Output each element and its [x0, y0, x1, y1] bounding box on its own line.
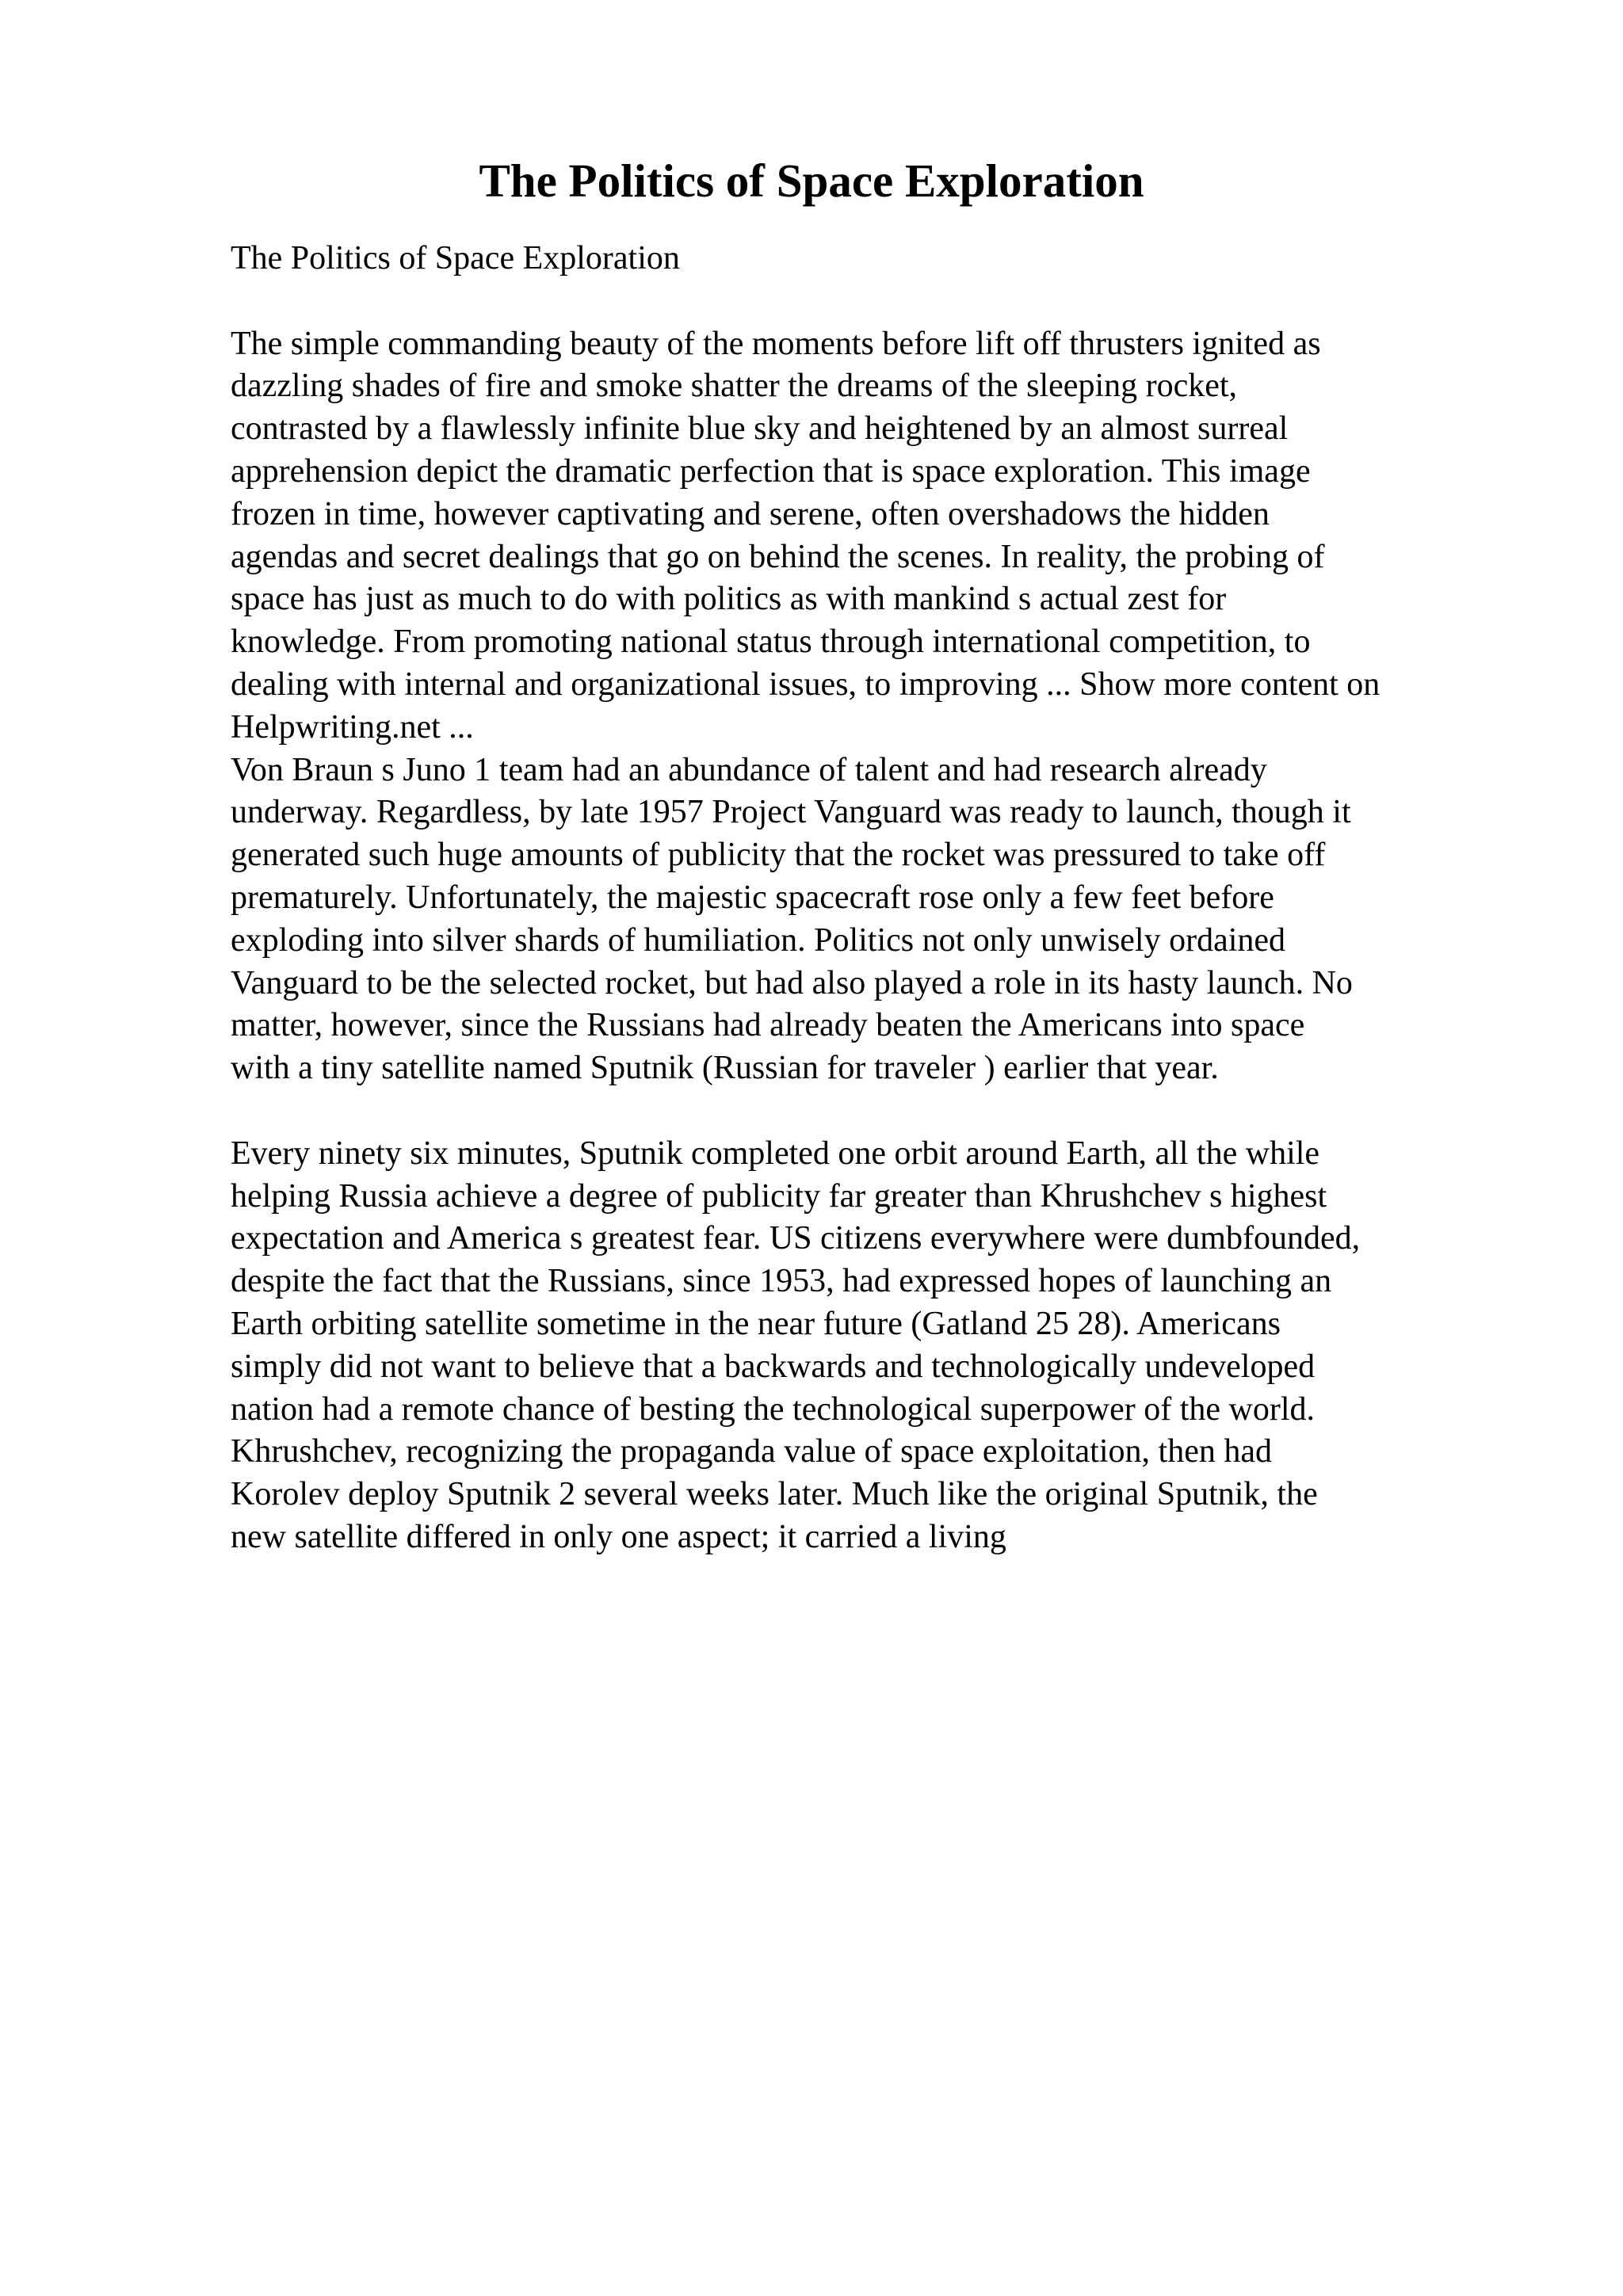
paragraph-line: knowledge. From promoting national status through international competition, to [231, 624, 1311, 661]
paragraph-line: dealing with internal and organizational issues, to improving ... Show more content on [231, 666, 1381, 703]
paragraph-line: generated such huge amounts of publicity that the rocket was pressured to take off [231, 837, 1326, 874]
paragraph-line: The simple commanding beauty of the moments before lift off thrusters ignited as [231, 325, 1321, 362]
paragraph-line: Korolev deploy Sputnik 2 several weeks later. Much like the original Sputnik, the [231, 1476, 1318, 1513]
paragraph-line: Khrushchev, recognizing the propaganda value of space exploitation, then had [231, 1433, 1272, 1470]
paragraph-line: Helpwriting.net ... [231, 708, 474, 746]
document-body [231, 238, 1530, 1559]
paragraph-1 [231, 323, 1530, 749]
paragraph-line: apprehension depict the dramatic perfection that is space exploration. This image [231, 452, 1311, 490]
paragraph-line: Earth orbiting satellite sometime in the near future (Gatland 25 28). Americans [231, 1305, 1281, 1342]
paragraph-line: with a tiny satellite named Sputnik (Russian for traveler ) earlier that year. [231, 1050, 1219, 1087]
paragraph-line: nation had a remote chance of besting the technological superpower of the world. [231, 1390, 1316, 1428]
paragraph-line: prematurely. Unfortunately, the majestic spacecraft rose only a few feet before [231, 879, 1274, 916]
paragraph-line: matter, however, since the Russians had already beaten the Americans into space [231, 1007, 1305, 1044]
paragraph-line: frozen in time, however captivating and serene, often overshadows the hidden [231, 495, 1270, 532]
paragraph-line: expectation and America s greatest fear. US citizens everywhere were dumbfounded, [231, 1220, 1361, 1257]
paragraph-line: agendas and secret dealings that go on behind the scenes. In reality, the probing of [231, 538, 1325, 575]
document-subtitle: The Politics of Space Exploration [231, 240, 680, 277]
paragraph-2 [231, 749, 1530, 1090]
paragraph-line: underway. Regardless, by late 1957 Project Vanguard was ready to launch, though it [231, 794, 1351, 831]
paragraph-line: Every ninety six minutes, Sputnik completed one orbit around Earth, all the while [231, 1135, 1320, 1172]
paragraph-line: Vanguard to be the selected rocket, but had also played a role in its hasty launch. No [231, 964, 1353, 1001]
paragraph-line: new satellite differed in only one aspect; it carried a living [231, 1518, 1006, 1555]
paragraph-3 [231, 1133, 1530, 1559]
paragraph-line: contrasted by a flawlessly infinite blue sky and heightened by an almost surreal [231, 410, 1289, 448]
paragraph-line: despite the fact that the Russians, since 1953, had expressed hopes of launching an [231, 1263, 1332, 1300]
document-title: The Politics of Space Exploration [479, 154, 1144, 207]
paragraph-line: dazzling shades of fire and smoke shatter the dreams of the sleeping rocket, [231, 368, 1238, 405]
paragraph-line: helping Russia achieve a degree of publicity far greater than Khrushchev s highest [231, 1177, 1327, 1215]
paragraph-line: space has just as much to do with politics as with mankind s actual zest for [231, 581, 1227, 618]
paragraph-line: Von Braun s Juno 1 team had an abundance of talent and had research already [231, 751, 1267, 788]
paragraph-line: exploding into silver shards of humiliation. Politics not only unwisely ordained [231, 921, 1286, 959]
paragraph-spacer [231, 280, 1530, 323]
paragraph-spacer [231, 1090, 1530, 1133]
paragraph-line: simply did not want to believe that a backwards and technologically undeveloped [231, 1348, 1316, 1385]
